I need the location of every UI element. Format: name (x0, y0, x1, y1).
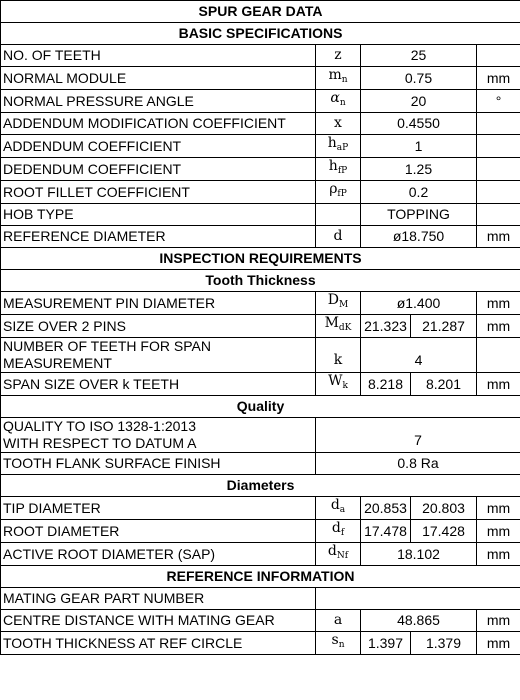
row-unit (477, 338, 520, 373)
row-value: 0.75 (361, 67, 477, 90)
row-unit (477, 181, 520, 204)
row-label: TOOTH THICKNESS AT REF CIRCLE (1, 632, 316, 655)
row-symbol: a (316, 610, 361, 632)
table-row (1, 45, 520, 67)
row-value-max: 21.323 (361, 315, 411, 338)
subsection-header-diameters: Diameters (1, 475, 520, 497)
table-row (1, 497, 520, 520)
subsection-header-quality: Quality (1, 396, 520, 418)
row-symbol: $d_{Nf}$ (316, 543, 361, 566)
row-value: 7 (316, 418, 520, 453)
row-symbol: $\rho_{fP}$ (316, 181, 361, 204)
row-value-min: 21.287 (411, 315, 477, 338)
row-value: 1.25 (361, 158, 477, 181)
row-value: 0.4550 (361, 113, 477, 135)
table-row (1, 292, 520, 315)
row-symbol: $W_k$ (316, 373, 361, 396)
row-value (316, 588, 520, 610)
row-value: 0.8 Ra (316, 453, 520, 475)
table-row (1, 204, 520, 226)
row-value: 25 (361, 45, 477, 67)
row-symbol: $D_M$ (316, 292, 361, 315)
row-label: SPAN SIZE OVER k TEETH (1, 373, 316, 396)
row-unit: mm (477, 315, 520, 338)
row-label: ROOT FILLET COEFFICIENT (1, 181, 316, 204)
row-label: ROOT DIAMETER (1, 520, 316, 543)
row-unit: mm (477, 543, 520, 566)
row-label: TOOTH FLANK SURFACE FINISH (1, 453, 316, 475)
row-symbol (316, 204, 361, 226)
row-unit: mm (477, 520, 520, 543)
row-label: HOB TYPE (1, 204, 316, 226)
row-label-line: QUALITY TO ISO 1328-1:2013 (3, 418, 196, 434)
table-row (1, 67, 520, 90)
row-value: ø1.400 (361, 292, 477, 315)
row-symbol: d (316, 226, 361, 248)
row-label: ADDENDUM COEFFICIENT (1, 135, 316, 158)
table-row (1, 90, 520, 113)
section-header-row (1, 566, 520, 588)
row-unit (477, 158, 520, 181)
row-symbol: $M_{dK}$ (316, 315, 361, 338)
row-unit: mm (477, 292, 520, 315)
row-label-line: WITH RESPECT TO DATUM A (3, 435, 197, 451)
table-row (1, 453, 520, 475)
table-row (1, 418, 520, 453)
row-symbol: $\alpha_n$ (316, 90, 361, 113)
row-value: TOPPING (361, 204, 477, 226)
row-label: CENTRE DISTANCE WITH MATING GEAR (1, 610, 316, 632)
row-symbol: z (316, 45, 361, 67)
row-label (1, 418, 316, 453)
row-label: TIP DIAMETER (1, 497, 316, 520)
row-symbol: $h_{aP}$ (316, 135, 361, 158)
table-row (1, 113, 520, 135)
row-label: NORMAL MODULE (1, 67, 316, 90)
row-value: 48.865 (361, 610, 477, 632)
row-symbol: $s_n$ (316, 632, 361, 655)
table-row (1, 135, 520, 158)
section-header-reference: REFERENCE INFORMATION (1, 566, 520, 588)
row-value: ø18.750 (361, 226, 477, 248)
row-value: 20 (361, 90, 477, 113)
subsection-header-row (1, 270, 520, 292)
row-symbol: $d_a$ (316, 497, 361, 520)
row-value: 4 (361, 338, 477, 373)
subsection-header-row (1, 396, 520, 418)
row-label-line: NUMBER OF TEETH FOR SPAN (3, 338, 211, 354)
row-value-max: 1.397 (361, 632, 411, 655)
row-unit (477, 45, 520, 67)
table-row (1, 226, 520, 248)
table-row (1, 632, 520, 655)
row-value-min: 8.201 (411, 373, 477, 396)
row-unit: ° (477, 90, 520, 113)
table-row (1, 543, 520, 566)
row-label: DEDENDUM COEFFICIENT (1, 158, 316, 181)
table-title: SPUR GEAR DATA (1, 1, 520, 23)
row-symbol: $d_f$ (316, 520, 361, 543)
row-value-min: 17.428 (411, 520, 477, 543)
table-row (1, 610, 520, 632)
table-row (1, 181, 520, 204)
row-symbol: $h_{fP}$ (316, 158, 361, 181)
table-row (1, 315, 520, 338)
row-value: 0.2 (361, 181, 477, 204)
row-value-min: 20.803 (411, 497, 477, 520)
section-header-row (1, 248, 520, 270)
subsection-header-tooth-thickness: Tooth Thickness (1, 270, 520, 292)
row-symbol: k (316, 338, 361, 373)
row-label: NORMAL PRESSURE ANGLE (1, 90, 316, 113)
table-row (1, 588, 520, 610)
row-label: ADDENDUM MODIFICATION COEFFICIENT (1, 113, 316, 135)
row-unit (477, 204, 520, 226)
row-unit: mm (477, 632, 520, 655)
row-value-min: 1.379 (411, 632, 477, 655)
row-unit: mm (477, 373, 520, 396)
table-row (1, 158, 520, 181)
row-value: 1 (361, 135, 477, 158)
row-symbol: $m_n$ (316, 67, 361, 90)
subsection-header-row (1, 475, 520, 497)
row-value-max: 17.478 (361, 520, 411, 543)
row-label: MATING GEAR PART NUMBER (1, 588, 316, 610)
section-header-inspection: INSPECTION REQUIREMENTS (1, 248, 520, 270)
table-row (1, 520, 520, 543)
row-unit: mm (477, 226, 520, 248)
row-label: MEASUREMENT PIN DIAMETER (1, 292, 316, 315)
row-label: ACTIVE ROOT DIAMETER (SAP) (1, 543, 316, 566)
row-unit (477, 135, 520, 158)
section-header-row (1, 23, 520, 45)
row-label: NO. OF TEETH (1, 45, 316, 67)
row-label: REFERENCE DIAMETER (1, 226, 316, 248)
section-header-basic: BASIC SPECIFICATIONS (1, 23, 520, 45)
row-symbol: x (316, 113, 361, 135)
row-value-max: 20.853 (361, 497, 411, 520)
row-unit (477, 113, 520, 135)
row-label: SIZE OVER 2 PINS (1, 315, 316, 338)
table-row (1, 338, 520, 373)
row-label (1, 338, 316, 373)
row-unit: mm (477, 67, 520, 90)
table-row (1, 373, 520, 396)
row-label-line: MEASUREMENT (3, 355, 112, 371)
row-unit: mm (477, 497, 520, 520)
row-unit: mm (477, 610, 520, 632)
row-value-max: 8.218 (361, 373, 411, 396)
row-value: 18.102 (361, 543, 477, 566)
title-row (1, 1, 520, 23)
